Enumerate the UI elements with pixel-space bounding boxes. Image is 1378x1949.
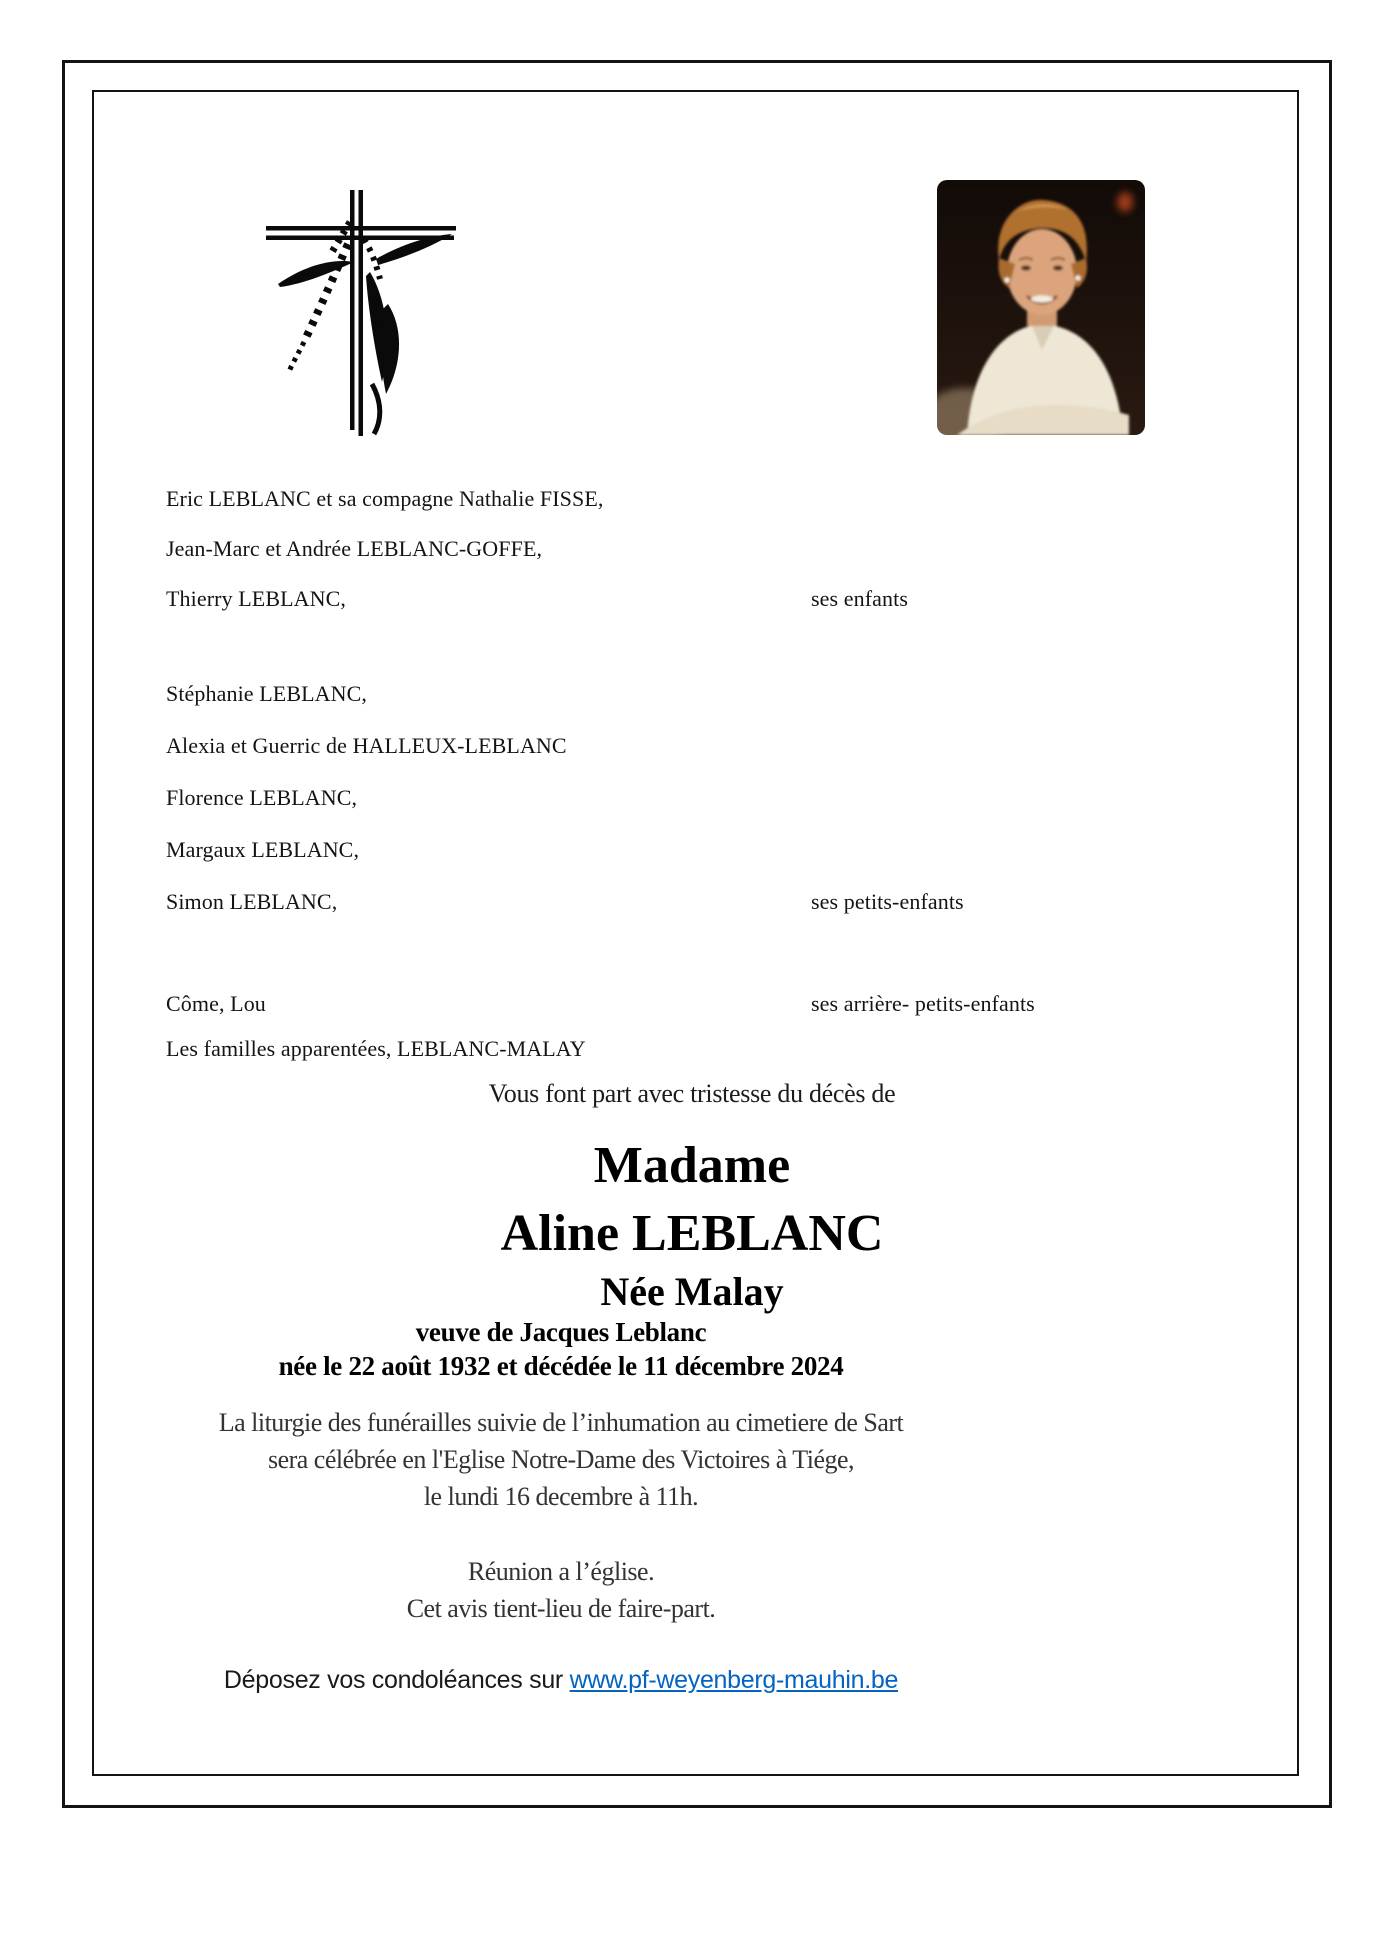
relation-label: ses petits-enfants — [811, 889, 964, 914]
widow-line: veuve de Jacques Leblanc — [415, 1317, 707, 1347]
condolences-link[interactable]: www.pf-weyenberg-mauhin.be — [569, 1666, 899, 1694]
family-line — [166, 1035, 1276, 1063]
family-line — [166, 535, 1276, 563]
deceased-name: Aline LEBLANC — [500, 1205, 884, 1262]
cross-with-wheat-icon — [264, 184, 459, 436]
family-line — [166, 836, 1276, 864]
family-line — [166, 990, 1276, 1018]
outer-border-frame — [62, 60, 1332, 1808]
inner-border-frame — [92, 90, 1299, 1776]
family-line — [166, 732, 1276, 760]
family-line — [166, 888, 1276, 916]
family-line-text: Côme, Lou — [166, 991, 266, 1016]
portrait-photo — [937, 180, 1145, 435]
family-line-text: Florence LEBLANC, — [166, 785, 358, 810]
family-line — [166, 784, 1276, 812]
condolences-prefix: Déposez vos condoléances sur — [223, 1666, 570, 1694]
family-line — [166, 680, 1276, 708]
family-line-text: Alexia et Guerric de HALLEUX-LEBLANC — [166, 733, 567, 758]
condolences-line — [224, 1665, 898, 1695]
family-line-text: Eric LEBLANC et sa compagne Nathalie FISSE, — [166, 486, 604, 511]
family-line-text: Simon LEBLANC, — [166, 889, 338, 914]
relation-label: ses enfants — [811, 586, 909, 611]
family-line-text: Jean-Marc et Andrée LEBLANC-GOFFE, — [166, 536, 543, 561]
family-line — [166, 585, 1276, 613]
family-line-text: Thierry LEBLANC, — [166, 586, 347, 611]
family-line-text: Stéphanie LEBLANC, — [166, 681, 367, 706]
meeting-line: Réunion a l’église. — [467, 1557, 655, 1586]
family-line-text: Les familles apparentées, LEBLANC-MALAY — [166, 1036, 586, 1061]
family-line-text: Margaux LEBLANC, — [166, 837, 360, 862]
ceremony-line: le lundi 16 decembre à 11h. — [423, 1482, 699, 1511]
relation-label: ses arrière- petits-enfants — [811, 991, 1035, 1016]
ceremony-line: La liturgie des funérailles suivie de l’inhumation au cimetiere de Sart — [218, 1408, 904, 1437]
title-madame: Madame — [593, 1137, 791, 1194]
card-content — [94, 92, 1301, 1778]
family-line — [166, 485, 1276, 513]
ceremony-line: sera célébrée en l'Eglise Notre-Dame des Victoires à Tiége, — [267, 1445, 855, 1474]
maiden-name: Née Malay — [600, 1269, 784, 1314]
notice-line: Cet avis tient-lieu de faire-part. — [406, 1594, 716, 1623]
announcement-intro: Vous font part avec tristesse du décès de — [488, 1079, 896, 1108]
birth-death-dates: née le 22 août 1932 et décédée le 11 décembre 2024 — [278, 1351, 844, 1381]
